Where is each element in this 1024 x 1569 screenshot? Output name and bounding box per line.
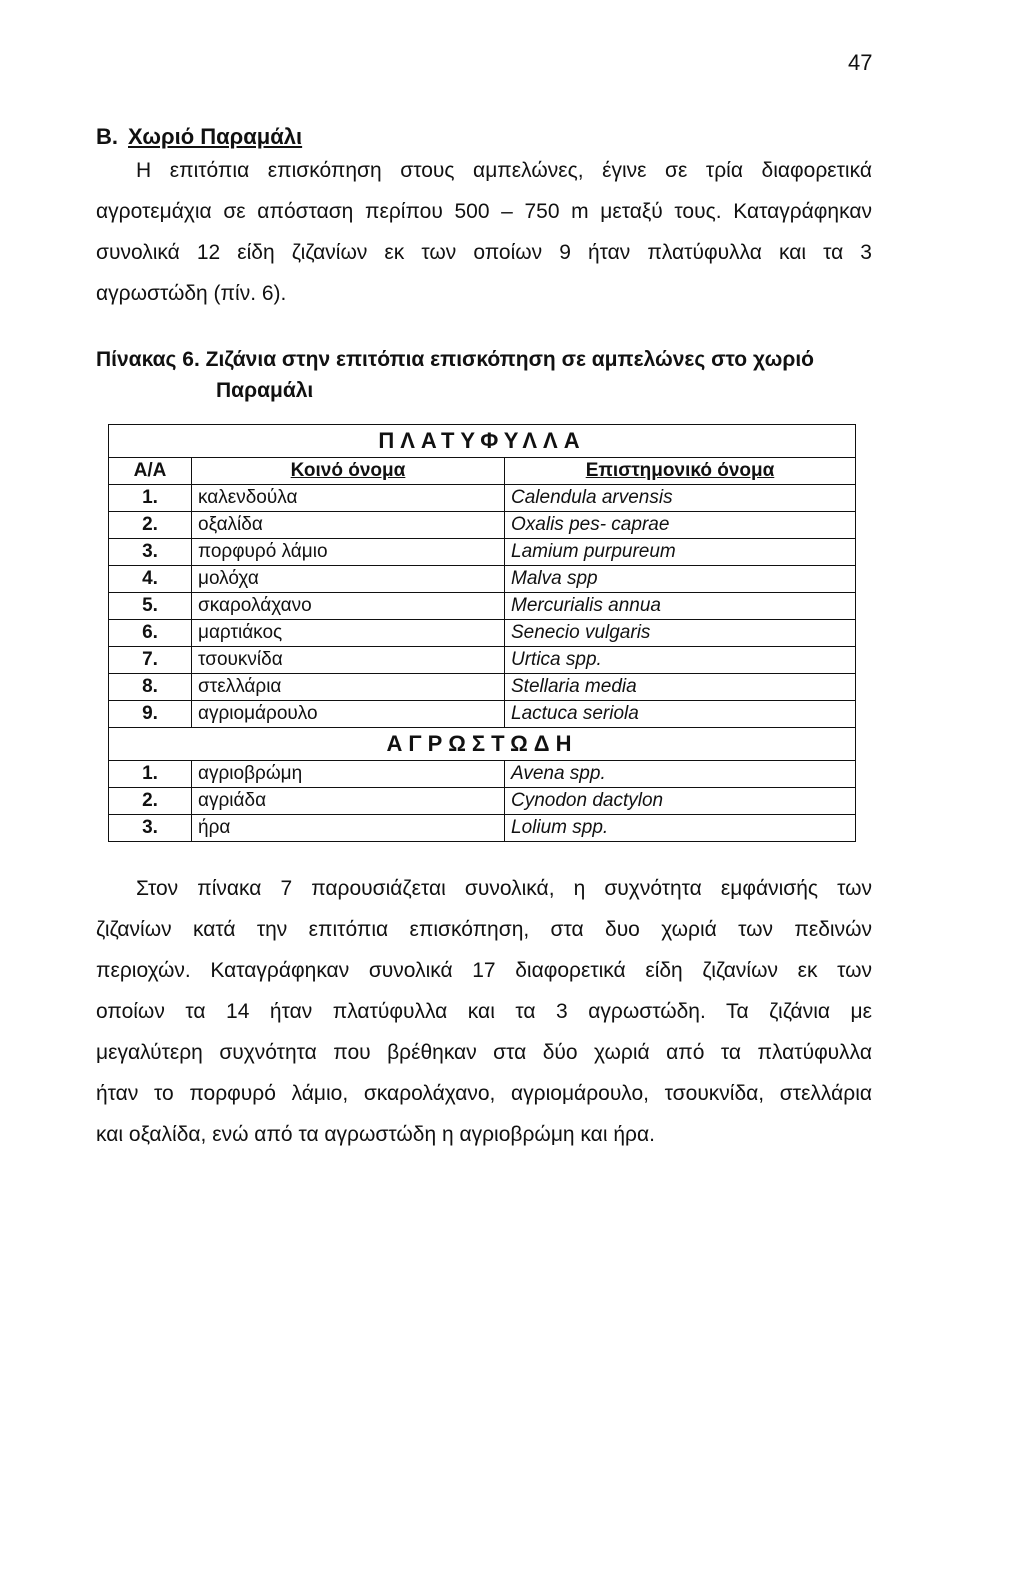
table-caption [96, 344, 814, 406]
row-scientific-name: Lamium purpureum [505, 539, 856, 566]
row-num: 5. [109, 593, 192, 620]
row-common-name: καλενδούλα [192, 485, 505, 512]
row-common-name: μολόχα [192, 566, 505, 593]
table-row [109, 593, 856, 620]
text-line: οποίων τα 14 ήταν πλατύφυλλα και τα 3 αγρωστώδη. Τα ζιζάνια με [96, 1000, 872, 1023]
text-line: και οξαλίδα, ενώ από τα αγρωστώδη η αγριοβρώμη και ήρα. [96, 1123, 655, 1146]
text-line: ζιζανίων κατά την επιτόπια επισκόπηση, στα δυο χωριά των πεδινών [96, 918, 872, 941]
row-scientific-name: Urtica spp. [505, 647, 856, 674]
group-row [109, 425, 856, 458]
text-line: αγρωστώδη (πίν. 6). [96, 282, 287, 305]
header-scientific: Επιστημονικό όνομα [505, 458, 856, 485]
table-row [109, 815, 856, 842]
row-scientific-name: Malva spp [505, 566, 856, 593]
table-row [109, 485, 856, 512]
broadleaf-title: ΠΛΑΤΥΦΥΛΛΑ [109, 425, 856, 458]
row-num: 3. [109, 815, 192, 842]
intro-paragraph [96, 150, 872, 314]
table-row [109, 620, 856, 647]
text-line: μεγαλύτερη συχνότητα που βρέθηκαν στα δύο χωριά από τα πλατύφυλλα [96, 1041, 872, 1064]
weeds-table [108, 424, 856, 842]
row-num: 7. [109, 647, 192, 674]
row-num: 8. [109, 674, 192, 701]
row-scientific-name: Lactuca seriola [505, 701, 856, 728]
row-common-name: τσουκνίδα [192, 647, 505, 674]
header-row [109, 458, 856, 485]
row-scientific-name: Lolium spp. [505, 815, 856, 842]
row-common-name: μαρτιάκος [192, 620, 505, 647]
table-row [109, 761, 856, 788]
page-number: 47 [848, 50, 873, 75]
row-common-name: αγριάδα [192, 788, 505, 815]
row-scientific-name: Calendula arvensis [505, 485, 856, 512]
row-common-name: αγριοβρώμη [192, 761, 505, 788]
row-num: 6. [109, 620, 192, 647]
row-num: 1. [109, 761, 192, 788]
table-row [109, 788, 856, 815]
caption-line: Πίνακας 6. Ζιζάνια στην επιτόπια επισκόπηση σε αμπελώνες στο χωριό [96, 348, 814, 371]
text-line: αγροτεμάχια σε απόσταση περίπου 500 – 750 m μεταξύ τους. Καταγράφηκαν [96, 200, 872, 223]
row-common-name: οξαλίδα [192, 512, 505, 539]
row-scientific-name: Stellaria media [505, 674, 856, 701]
row-common-name: ήρα [192, 815, 505, 842]
header-num: Α/Α [109, 458, 192, 485]
broadleaf-rows [109, 485, 856, 728]
text-line: Η επιτόπια επισκόπηση στους αμπελώνες, έγινε σε τρία διαφορετικά [136, 159, 872, 182]
row-common-name: στελλάρια [192, 674, 505, 701]
row-common-name: σκαρολάχανο [192, 593, 505, 620]
row-num: 4. [109, 566, 192, 593]
section-heading [96, 124, 302, 150]
row-scientific-name: Senecio vulgaris [505, 620, 856, 647]
header-common: Κοινό όνομα [192, 458, 505, 485]
row-num: 1. [109, 485, 192, 512]
text-line: συνολικά 12 είδη ζιζανίων εκ των οποίων 9 ήταν πλατύφυλλα και τα 3 [96, 241, 872, 264]
row-common-name: πορφυρό λάμιο [192, 539, 505, 566]
table-row [109, 566, 856, 593]
table-row [109, 701, 856, 728]
row-scientific-name: Mercurialis annua [505, 593, 856, 620]
caption-line: Παραμάλι [216, 379, 314, 402]
section-letter: B. [96, 124, 118, 149]
row-num: 3. [109, 539, 192, 566]
row-common-name: αγριομάρουλο [192, 701, 505, 728]
grass-title: ΑΓΡΩΣΤΩΔΗ [109, 728, 856, 761]
table-row [109, 674, 856, 701]
row-num: 9. [109, 701, 192, 728]
text-line: Στον πίνακα 7 παρουσιάζεται συνολικά, η συχνότητα εμφάνισής των [136, 877, 872, 900]
grass-rows [109, 761, 856, 842]
table-row [109, 539, 856, 566]
row-scientific-name: Avena spp. [505, 761, 856, 788]
row-num: 2. [109, 788, 192, 815]
row-scientific-name: Oxalis pes- caprae [505, 512, 856, 539]
row-scientific-name: Cynodon dactylon [505, 788, 856, 815]
text-line: ήταν το πορφυρό λάμιο, σκαρολάχανο, αγριομάρουλο, τσουκνίδα, στελλάρια [96, 1082, 872, 1105]
section-title: Χωριό Παραμάλι [128, 124, 303, 149]
text-line: περιοχών. Καταγράφηκαν συνολικά 17 διαφορετικά είδη ζιζανίων εκ των [96, 959, 872, 982]
table-row [109, 512, 856, 539]
table-row [109, 647, 856, 674]
row-num: 2. [109, 512, 192, 539]
closing-paragraph [96, 868, 872, 1155]
group-row [109, 728, 856, 761]
